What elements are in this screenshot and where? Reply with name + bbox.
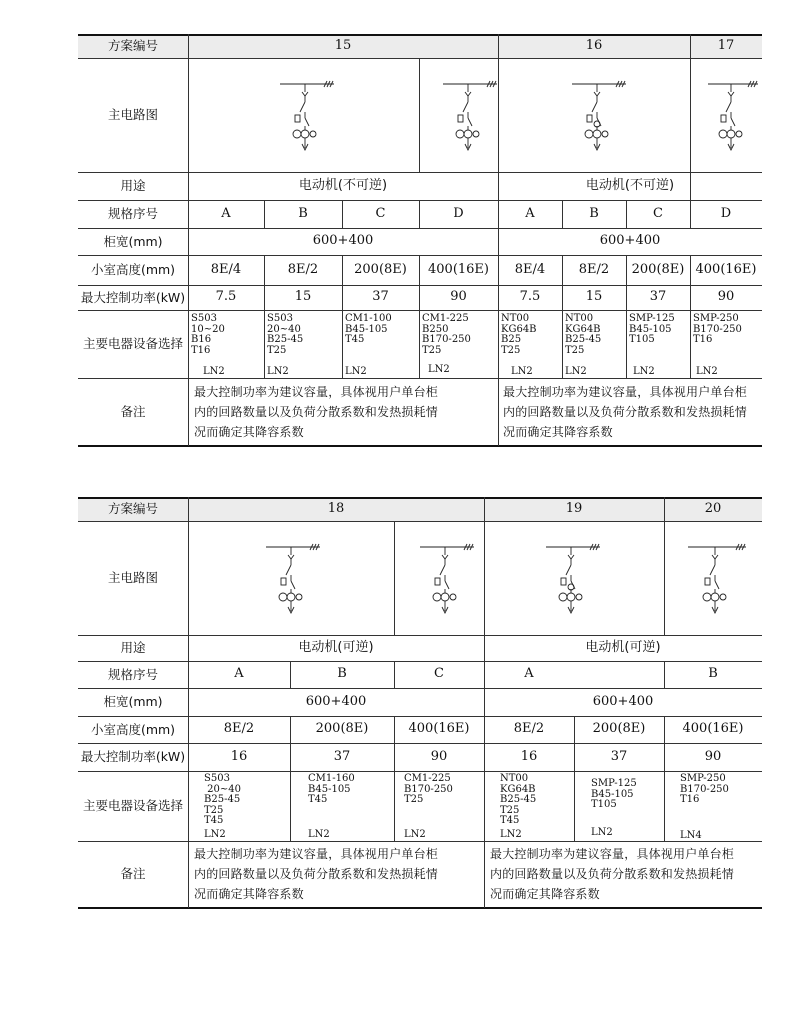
scheme-no-18: 18	[327, 500, 345, 516]
max-power-cell: 15	[585, 289, 603, 305]
scheme-table-1	[78, 34, 762, 446]
ln-label: LN2	[696, 366, 718, 377]
scheme-no-20: 20	[704, 500, 722, 516]
room-height-cell: 200(8E)	[631, 261, 685, 277]
spec-cell: B	[337, 666, 347, 682]
max-power-cell: 16	[520, 748, 538, 764]
max-power-cell: 37	[610, 748, 628, 764]
label-room-height: 小室高度(mm)	[90, 721, 176, 737]
remark-text: 最大控制功率为建议容量，具体视用户单台柜 内的回路数量以及负荷分散系数和发热损耗情 况而确定其降容系数	[194, 847, 439, 901]
spec-cell: D	[720, 205, 732, 221]
label-spec-no: 规格序号	[107, 666, 158, 682]
scheme-no-16: 16	[585, 37, 603, 53]
spec-cell: B	[298, 205, 308, 221]
usage-18: 电动机(可逆)	[298, 639, 374, 655]
label-room-height: 小室高度(mm)	[90, 262, 176, 278]
ln-label: LN2	[203, 366, 225, 377]
usage-19-20: 电动机(可逆)	[585, 639, 661, 655]
devices-cell: CM1-160 B45-105 T45	[308, 773, 355, 806]
label-main-circuit: 主电路图	[107, 570, 158, 586]
circuit-diagram-icon	[544, 541, 604, 623]
cabinet-width-value: 600+400	[592, 693, 654, 709]
room-height-cell: 200(8E)	[592, 721, 646, 737]
devices-cell: S503 10~20 B16 T16	[191, 313, 225, 356]
max-power-cell: 37	[649, 289, 667, 305]
max-power-cell: 90	[717, 289, 735, 305]
usage-15: 电动机(不可逆)	[298, 177, 388, 193]
spec-cell: C	[375, 205, 386, 221]
devices-cell: CM1-225 B170-250 T25	[404, 773, 453, 806]
spec-cell: A	[221, 205, 231, 221]
devices-cell: CM1-225 B250 B170-250 T25	[422, 313, 471, 356]
ln-label: LN2	[428, 364, 450, 375]
devices-cell: SMP-125 B45-105 T105	[629, 313, 675, 346]
max-power-cell: 90	[704, 748, 722, 764]
circuit-diagram-icon	[418, 541, 478, 623]
room-height-cell: 400(16E)	[428, 261, 489, 277]
devices-cell: NT00 KG64B B25-45 T25	[565, 313, 602, 356]
devices-cell: SMP-125 B45-105 T105	[591, 778, 637, 811]
max-power-cell: 7.5	[519, 289, 541, 305]
max-power-cell: 7.5	[215, 289, 237, 305]
circuit-diagram-icon	[278, 78, 338, 160]
room-height-cell: 200(8E)	[315, 721, 369, 737]
label-remarks: 备注	[120, 403, 146, 419]
max-power-cell: 90	[450, 289, 467, 305]
max-power-cell: 37	[333, 748, 351, 764]
circuit-diagram-icon	[264, 541, 324, 623]
ln-label: LN2	[308, 829, 330, 840]
spec-cell: A	[524, 666, 534, 682]
spec-cell: A	[525, 205, 535, 221]
room-height-cell: 8E/4	[210, 261, 242, 277]
ln-label: LN2	[633, 366, 655, 377]
circuit-diagram-icon	[570, 78, 630, 160]
scheme-no-17: 17	[717, 37, 735, 53]
room-height-cell: 200(8E)	[354, 261, 407, 277]
usage-16-17: 电动机(不可逆)	[585, 177, 675, 193]
spec-cell: A	[234, 666, 244, 682]
ln-label: LN2	[267, 366, 289, 377]
ln-label: LN2	[565, 366, 587, 377]
ln-label: LN4	[680, 830, 702, 841]
label-main-circuit: 主电路图	[107, 107, 158, 123]
room-height-cell: 8E/2	[223, 721, 255, 737]
spec-cell: C	[434, 666, 444, 682]
scheme-no-15: 15	[334, 37, 352, 53]
max-power-cell: 15	[294, 289, 312, 305]
remark-text: 最大控制功率为建议容量，具体视用户单台柜 内的回路数量以及负荷分散系数和发热损耗情 况而确定其降容系数	[194, 385, 439, 439]
cabinet-width-value: 600+400	[312, 233, 374, 249]
spec-cell: B	[708, 666, 718, 682]
cabinet-width-value: 600+400	[305, 693, 367, 709]
label-main-devices: 主要电器设备选择	[82, 798, 183, 814]
devices-cell: S503 20~40 B25-45 T25 T45	[204, 773, 242, 827]
label-remarks: 备注	[120, 866, 146, 882]
room-height-cell: 8E/2	[513, 721, 545, 737]
room-height-cell: 8E/2	[578, 261, 610, 277]
label-cabinet-width: 柜宽(mm)	[103, 233, 163, 249]
room-height-cell: 8E/4	[514, 261, 546, 277]
scheme-table-2	[78, 497, 762, 908]
spec-cell: C	[653, 205, 663, 221]
room-height-cell: 8E/2	[287, 261, 319, 277]
label-main-devices: 主要电器设备选择	[82, 336, 183, 352]
label-cabinet-width: 柜宽(mm)	[103, 694, 163, 710]
label-max-power: 最大控制功率(kW)	[80, 749, 186, 765]
spec-cell: B	[589, 205, 599, 221]
label-usage: 用途	[120, 640, 146, 656]
ln-label: LN2	[404, 829, 426, 840]
room-height-cell: 400(16E)	[682, 721, 744, 737]
label-usage: 用途	[120, 178, 146, 194]
remark-text: 最大控制功率为建议容量，具体视用户单台柜 内的回路数量以及负荷分散系数和发热损耗情 况而确定其降容系数	[503, 385, 748, 439]
ln-label: LN2	[500, 829, 522, 840]
ln-label: LN2	[204, 829, 226, 840]
scheme-no-19: 19	[565, 500, 583, 516]
spec-cell: D	[453, 205, 464, 221]
max-power-cell: 37	[372, 289, 389, 305]
ln-label: LN2	[511, 366, 533, 377]
max-power-cell: 16	[230, 748, 248, 764]
label-scheme-no: 方案编号	[107, 501, 158, 517]
remark-text: 最大控制功率为建议容量，具体视用户单台柜 内的回路数量以及负荷分散系数和发热损耗情 况而确定其降容系数	[490, 847, 735, 901]
room-height-cell: 400(16E)	[408, 721, 470, 737]
label-spec-no: 规格序号	[107, 206, 158, 222]
devices-cell: SMP-250 B170-250 T16	[693, 313, 742, 346]
label-scheme-no: 方案编号	[107, 38, 158, 54]
label-max-power: 最大控制功率(kW)	[80, 289, 186, 305]
devices-cell: SMP-250 B170-250 T16	[680, 773, 729, 806]
devices-cell: NT00 KG64B B25 T25	[501, 313, 537, 356]
circuit-diagram-icon	[706, 78, 762, 160]
devices-cell: S503 20~40 B25-45 T25	[267, 313, 304, 356]
devices-cell: NT00 KG64B B25-45 T25 T45	[500, 773, 537, 827]
ln-label: LN2	[591, 827, 613, 838]
devices-cell: CM1-100 B45-105 T45	[345, 313, 392, 346]
cabinet-width-value: 600+400	[599, 233, 661, 249]
max-power-cell: 90	[430, 748, 448, 764]
room-height-cell: 400(16E)	[695, 261, 757, 277]
ln-label: LN2	[345, 366, 367, 377]
circuit-diagram-icon	[441, 78, 501, 160]
circuit-diagram-icon	[686, 541, 750, 623]
